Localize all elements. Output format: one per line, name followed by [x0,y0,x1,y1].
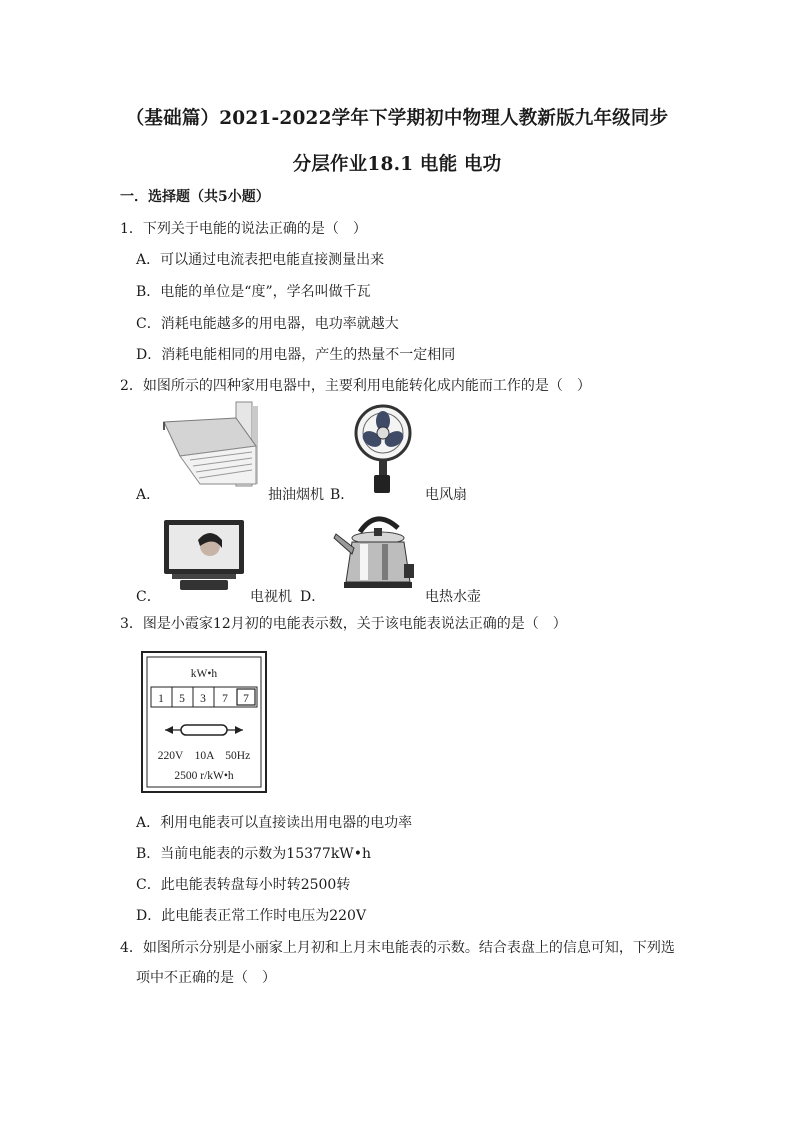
q3-stem: 3．图是小霞家12月初的电能表示数，关于该电能表说法正确的是（ ） [120,616,567,632]
q3-option-b: B．当前电能表的示数为15377kW•h [136,846,371,862]
meter-digit-3: 3 [200,693,206,705]
q1-option-a: A．可以通过电流表把电能直接测量出来 [136,252,385,268]
q2-option-a-name: 抽油烟机 [268,487,324,503]
electric-fan-image [352,403,414,495]
q1-option-b: B．电能的单位是“度”，学名叫做千瓦 [136,284,371,300]
section-heading: 一．选择题（共5小题） [120,189,270,205]
q3-option-a: A．利用电能表可以直接读出用电器的电功率 [136,815,413,831]
meter-rate: 2500 r/kW•h [174,770,234,782]
meter-digit-2: 5 [179,693,185,705]
q2-option-d-letter: D． [300,589,326,605]
title-line-2: 分层作业18.1 电能 电功 [292,154,502,175]
q2-option-c-name: 电视机 [250,589,292,605]
q3-option-c: C．此电能表转盘每小时转2500转 [136,877,351,893]
electric-kettle-image [330,508,422,592]
q4-stem-line-2: 项中不正确的是（ ） [136,970,276,986]
meter-digit-4: 7 [222,693,228,705]
q2-option-c-letter: C． [136,589,161,605]
q2-option-b-name: 电风扇 [425,487,467,503]
q2-option-a-letter: A． [136,487,161,503]
q1-stem: 1．下列关于电能的说法正确的是（ ） [120,221,367,237]
q4-stem-line-1: 4．如图所示分别是小丽家上月初和上月末电能表的示数。结合表盘上的信息可知，下列选 [120,940,675,956]
meter-digit-1: 1 [158,693,164,705]
meter-digit-5: 7 [243,693,249,705]
q1-option-c: C．消耗电能越多的用电器，电功率就越大 [136,316,399,332]
energy-meter-figure [141,651,267,793]
q1-option-d: D．消耗电能相同的用电器，产生的热量不一定相同 [136,347,456,363]
meter-unit-label: kW•h [190,668,218,680]
q2-stem: 2．如图所示的四种家用电器中，主要利用电能转化成内能而工作的是（ ） [120,378,591,394]
q2-option-d-name: 电热水壶 [425,589,481,605]
q2-option-b-letter: B． [330,487,355,503]
q3-option-d: D．此电能表正常工作时电压为220V [136,908,367,924]
television-image [162,518,248,592]
meter-specs: 220V 10A 50Hz [157,750,251,762]
range-hood-image [160,400,268,490]
title-line-1: （基础篇）2021-2022学年下学期初中物理人教新版九年级同步 [125,108,669,129]
